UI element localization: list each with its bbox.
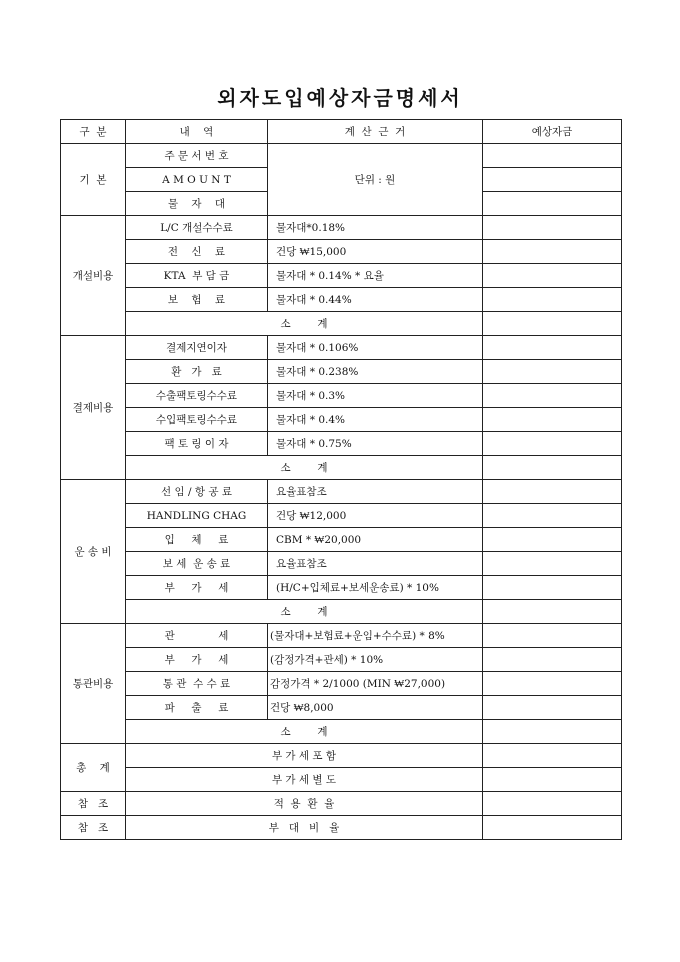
item-name: 통 관 수 수 료 (126, 672, 268, 696)
table-row (61, 672, 622, 696)
table-row (61, 288, 622, 312)
header-item: 내 역 (126, 120, 268, 144)
expected-fund-cell (483, 792, 622, 816)
expected-fund-cell (483, 216, 622, 240)
item-basis: 요율표참조 (268, 480, 483, 504)
category-reference: 참 조 (61, 792, 126, 816)
subtotal-row (61, 720, 622, 744)
category-settlement: 결제비용 (61, 336, 126, 480)
expected-fund-cell (483, 456, 622, 480)
expected-fund-cell (483, 744, 622, 768)
item-name: HANDLING CHAG (126, 504, 268, 528)
expected-fund-cell (483, 288, 622, 312)
item-basis: 감정가격 * 2/1000 (MIN ₩27,000) (268, 672, 483, 696)
item-basis: (물자대+보험료+운임+수수료) * 8% (268, 624, 483, 648)
header-expected-fund: 예상자금 (483, 120, 622, 144)
expected-fund-cell (483, 720, 622, 744)
table-row (61, 384, 622, 408)
item-basis: 물자대 * 0.44% (268, 288, 483, 312)
total-label: 부 가 세 별 도 (126, 768, 483, 792)
item-name: A M O U N T (126, 168, 268, 192)
item-basis: 물자대*0.18% (268, 216, 483, 240)
item-basis: 물자대 * 0.14% * 요율 (268, 264, 483, 288)
expected-fund-cell (483, 696, 622, 720)
table-row (61, 648, 622, 672)
item-name: 파 출 료 (126, 696, 268, 720)
subtotal-label: 소 계 (126, 720, 483, 744)
header-category: 구 분 (61, 120, 126, 144)
item-name: 입 체 료 (126, 528, 268, 552)
expected-fund-cell (483, 408, 622, 432)
category-transport: 운 송 비 (61, 480, 126, 624)
item-name: 관 세 (126, 624, 268, 648)
table-row (61, 768, 622, 792)
item-name: 환 가 료 (126, 360, 268, 384)
table-row (61, 504, 622, 528)
expected-fund-cell (483, 240, 622, 264)
item-basis: 요율표참조 (268, 552, 483, 576)
item-basis: 건당 ₩12,000 (268, 504, 483, 528)
item-name: L/C 개설수수료 (126, 216, 268, 240)
item-basis: 물자대 * 0.3% (268, 384, 483, 408)
item-name: 선 임 / 항 공 료 (126, 480, 268, 504)
table-row (61, 624, 622, 648)
item-name: 주 문 서 번 호 (126, 144, 268, 168)
item-name: 수출팩토링수수료 (126, 384, 268, 408)
expected-fund-cell (483, 480, 622, 504)
subtotal-label: 소 계 (126, 600, 483, 624)
item-basis: 물자대 * 0.238% (268, 360, 483, 384)
item-name: KTA 부 담 금 (126, 264, 268, 288)
table-row (61, 696, 622, 720)
reference-label: 부 대 비 율 (126, 816, 483, 840)
table-row (61, 144, 622, 168)
table-row (61, 744, 622, 768)
item-basis: 물자대 * 0.4% (268, 408, 483, 432)
table-row (61, 816, 622, 840)
table-row (61, 576, 622, 600)
expected-fund-cell (483, 528, 622, 552)
expected-fund-cell (483, 768, 622, 792)
expected-fund-cell (483, 672, 622, 696)
item-name: 결제지연이자 (126, 336, 268, 360)
item-name: 부 가 세 (126, 648, 268, 672)
item-name: 팩 토 링 이 자 (126, 432, 268, 456)
item-basis: CBM * ₩20,000 (268, 528, 483, 552)
unit-note: 단위 : 원 (268, 144, 483, 216)
category-basic: 기 본 (61, 144, 126, 216)
table-row (61, 264, 622, 288)
item-basis: (감정가격+관세) * 10% (268, 648, 483, 672)
total-label: 부 가 세 포 함 (126, 744, 483, 768)
category-total: 총 계 (61, 744, 126, 792)
item-name: 물 자 대 (126, 192, 268, 216)
table-row (61, 360, 622, 384)
expected-fund-cell (483, 552, 622, 576)
header-basis: 계 산 근 거 (268, 120, 483, 144)
table-row (61, 792, 622, 816)
expected-fund-cell (483, 144, 622, 168)
item-name: 수입팩토링수수료 (126, 408, 268, 432)
expected-fund-cell (483, 624, 622, 648)
item-name: 부 가 세 (126, 576, 268, 600)
subtotal-row (61, 456, 622, 480)
category-opening: 개설비용 (61, 216, 126, 336)
expected-fund-cell (483, 648, 622, 672)
subtotal-label: 소 계 (126, 456, 483, 480)
item-name: 보 세 운 송 료 (126, 552, 268, 576)
expected-fund-cell (483, 504, 622, 528)
item-basis: 건당 ₩8,000 (268, 696, 483, 720)
expected-fund-cell (483, 192, 622, 216)
item-basis: (H/C+입체료+보세운송료) * 10% (268, 576, 483, 600)
expected-fund-cell (483, 264, 622, 288)
table-row (61, 408, 622, 432)
table-row (61, 528, 622, 552)
expected-fund-cell (483, 312, 622, 336)
subtotal-row (61, 312, 622, 336)
expected-fund-cell (483, 336, 622, 360)
table-row (61, 480, 622, 504)
table-row (61, 336, 622, 360)
item-basis: 물자대 * 0.75% (268, 432, 483, 456)
expected-fund-cell (483, 816, 622, 840)
table-row (61, 552, 622, 576)
table-row (61, 432, 622, 456)
fund-statement-table (60, 119, 622, 840)
table-row (61, 216, 622, 240)
item-basis: 건당 ₩15,000 (268, 240, 483, 264)
expected-fund-cell (483, 600, 622, 624)
document-title: 외자도입예상자금명세서 (217, 86, 463, 110)
expected-fund-cell (483, 576, 622, 600)
expected-fund-cell (483, 432, 622, 456)
item-name: 보 험 료 (126, 288, 268, 312)
category-reference: 참 조 (61, 816, 126, 840)
subtotal-row (61, 600, 622, 624)
subtotal-label: 소 계 (126, 312, 483, 336)
item-name: 전 신 료 (126, 240, 268, 264)
expected-fund-cell (483, 384, 622, 408)
table-row (61, 240, 622, 264)
header-row (61, 120, 622, 144)
expected-fund-cell (483, 360, 622, 384)
item-basis: 물자대 * 0.106% (268, 336, 483, 360)
category-customs: 통관비용 (61, 624, 126, 744)
expected-fund-cell (483, 168, 622, 192)
reference-label: 적 용 환 율 (126, 792, 483, 816)
